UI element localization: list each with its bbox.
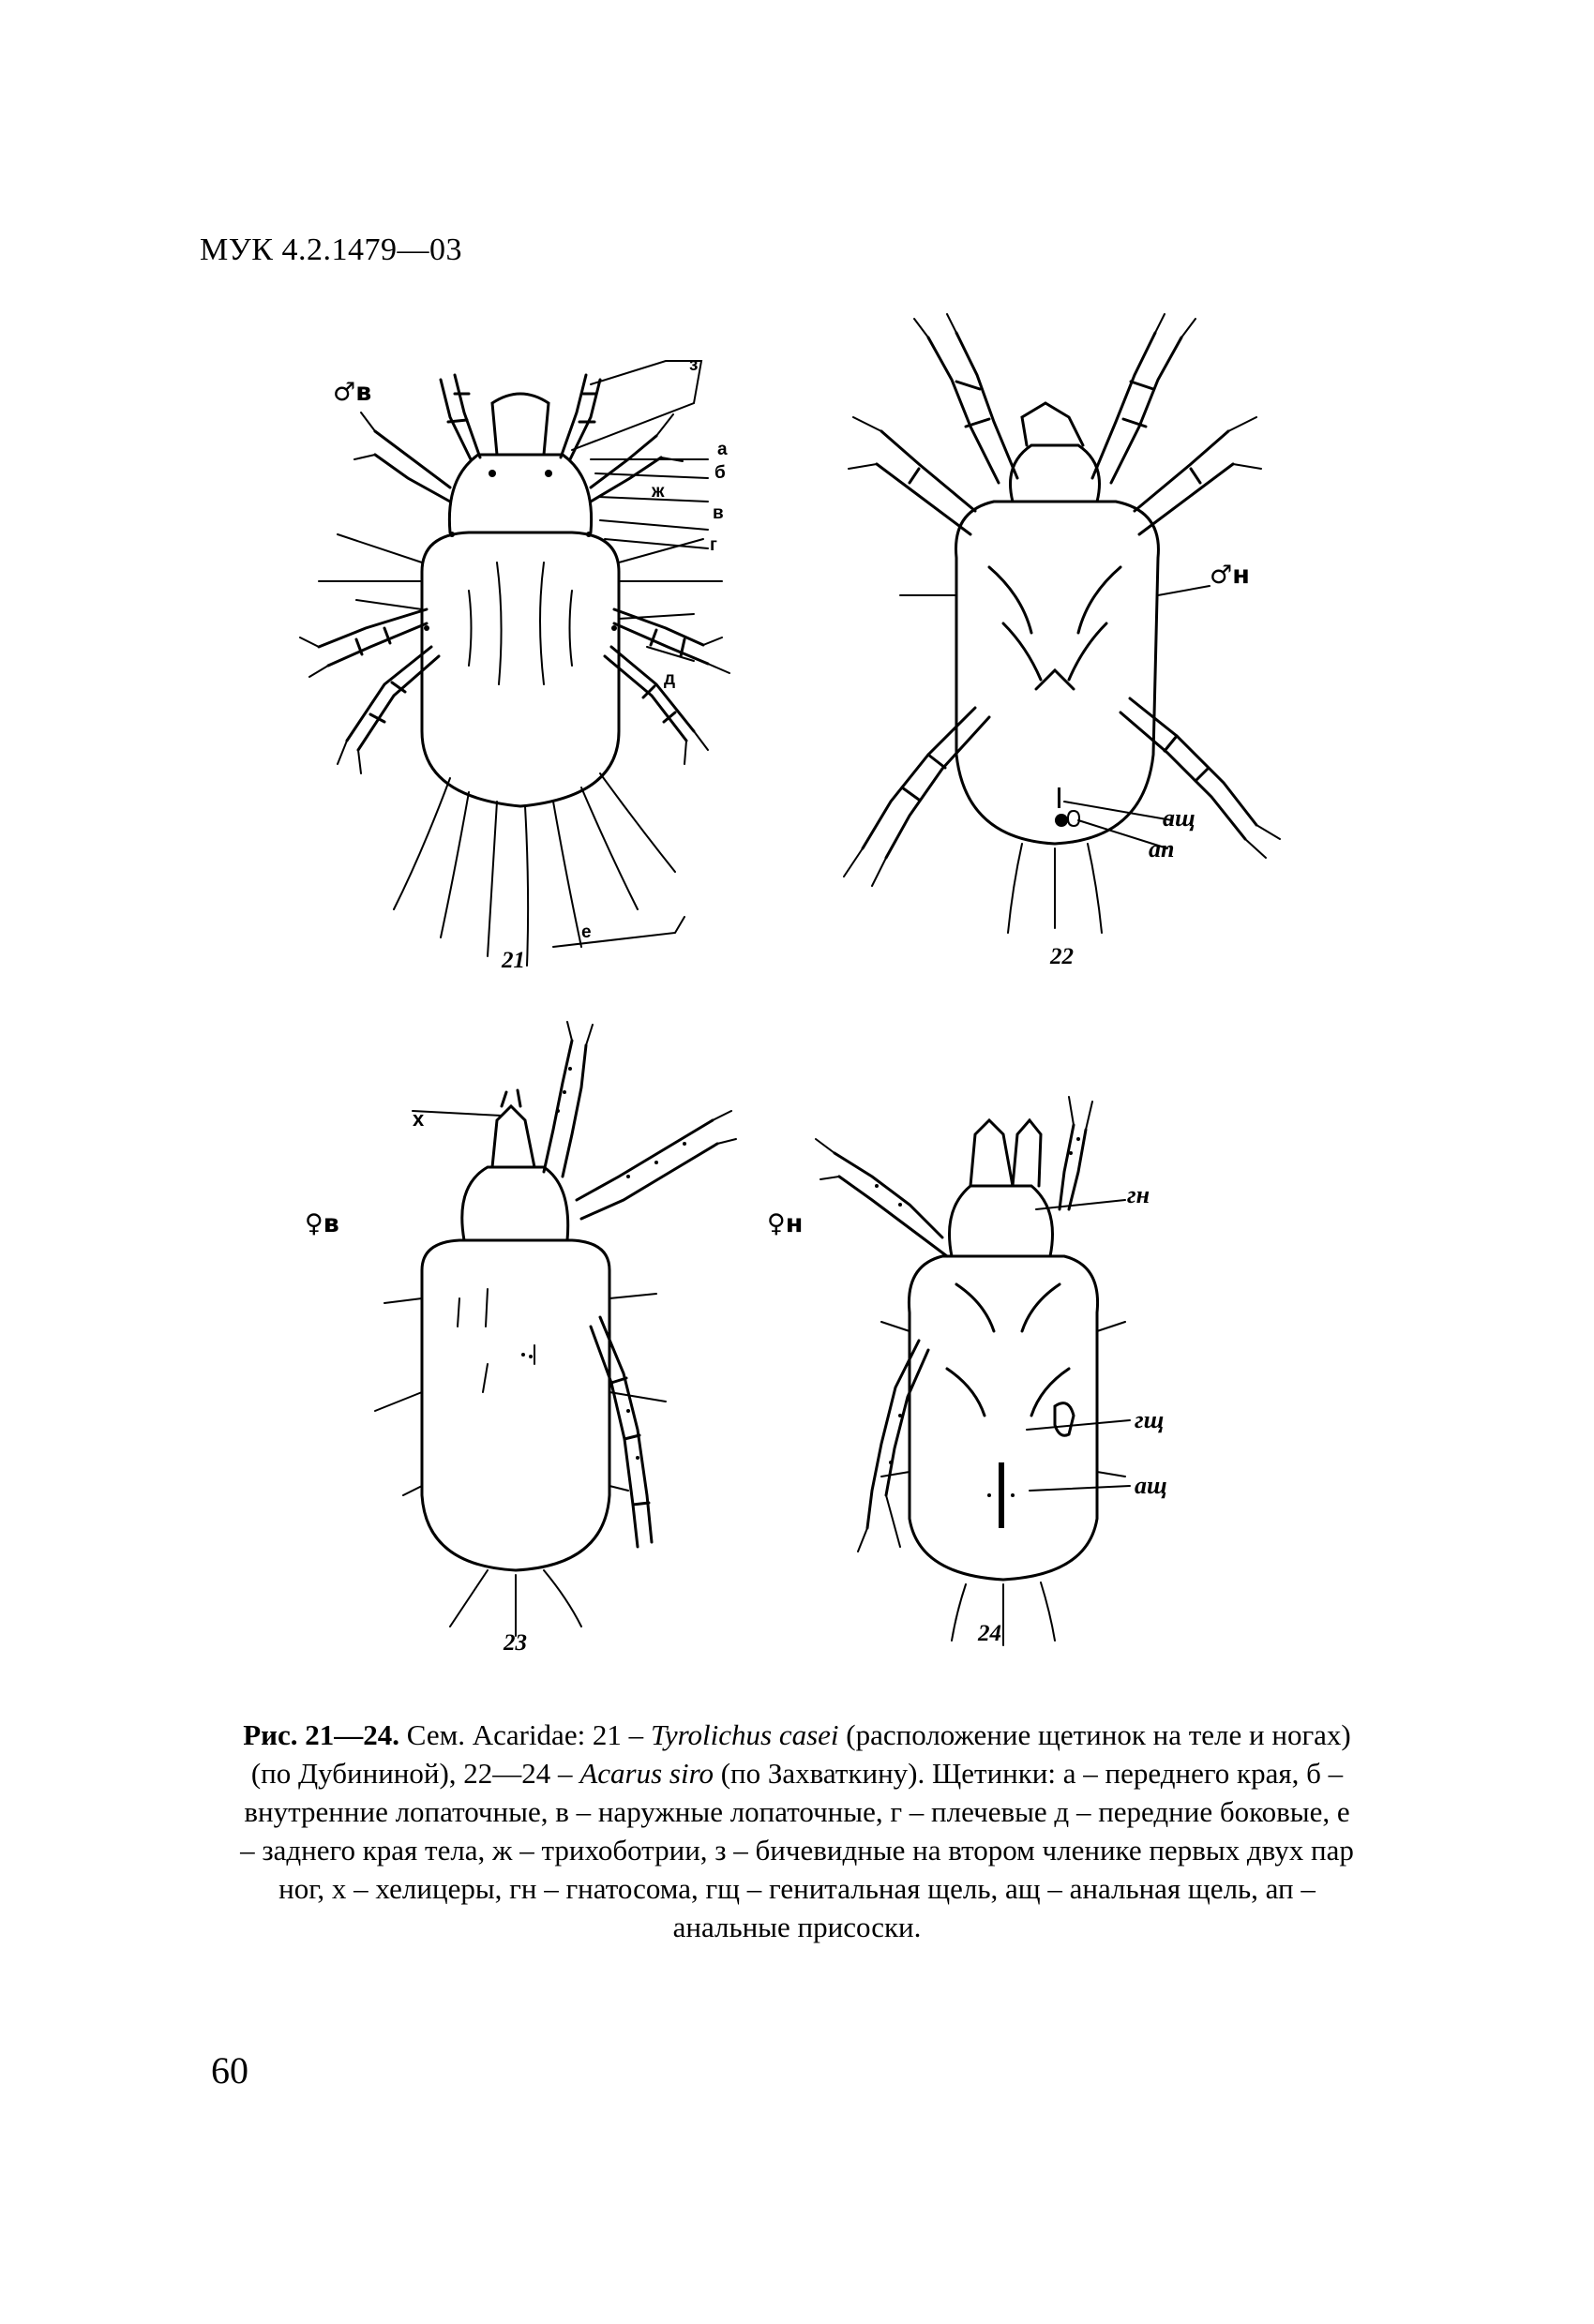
figure-24-mite-ventral xyxy=(788,1022,1275,1659)
fig23-number: 23 xyxy=(504,1630,527,1656)
caption-species-1: Tyrolichus casei xyxy=(650,1718,839,1751)
caption-text-1: (расположение щетинок на теле и ногах) (по Дубининой), 22—24 – xyxy=(250,1718,1351,1790)
fig21-number: 21 xyxy=(502,948,525,973)
figure-22-mite-ventral xyxy=(797,314,1322,952)
page-number: 60 xyxy=(211,2049,248,2092)
fig21-sex-label: ♂в xyxy=(333,378,372,407)
fig21-label-d: д xyxy=(664,669,676,689)
figure-caption xyxy=(234,1716,1360,1946)
fig21-label-b: б xyxy=(714,463,726,483)
fig24-label-ash: ащ xyxy=(1135,1472,1167,1499)
fig24-number: 24 xyxy=(978,1621,1001,1646)
fig21-label-a: а xyxy=(717,440,728,459)
fig21-label-z: з xyxy=(689,355,699,375)
fig22-number: 22 xyxy=(1050,944,1074,969)
fig21-label-e: е xyxy=(581,922,592,942)
fig24-label-gsh: гщ xyxy=(1135,1406,1165,1433)
fig22-sex-label: ♂н xyxy=(1210,561,1250,590)
caption-text-2: (по Захваткину). Щетинки: а – переднего края, б – внутренние лопаточные, в – наружные лопаточные, г – плечевые д – передние боковые, е – заднего края тела, ж – трихоботрии, з – бичевидные на втором членике первых двух пар ног, х – хелицеры, гн – гнатосома, гщ – генитальная щель, ащ – анальная щель, ап – анальные присоски. xyxy=(240,1757,1354,1943)
caption-species-2: Acarus siro xyxy=(579,1757,714,1790)
document-header: МУК 4.2.1479—03 xyxy=(200,232,462,267)
fig21-label-zh: ж xyxy=(652,482,665,502)
fig23-sex-label: ♀в xyxy=(305,1209,339,1238)
fig21-label-v: в xyxy=(713,503,724,523)
fig22-label-ap: ап xyxy=(1149,835,1175,862)
caption-fig-ref: Рис. 21—24. xyxy=(243,1718,400,1751)
figure-23-mite-dorsal xyxy=(347,1017,741,1655)
fig23-label-x: х xyxy=(413,1107,425,1131)
fig24-label-gn: гн xyxy=(1127,1181,1150,1208)
fig21-label-g: г xyxy=(710,535,717,555)
figure-21-mite-dorsal xyxy=(281,347,769,984)
fig24-sex-label: ♀н xyxy=(767,1209,804,1238)
caption-family: Сем. Acaridae: 21 – xyxy=(399,1718,651,1751)
fig22-label-ash: ащ xyxy=(1163,804,1196,832)
